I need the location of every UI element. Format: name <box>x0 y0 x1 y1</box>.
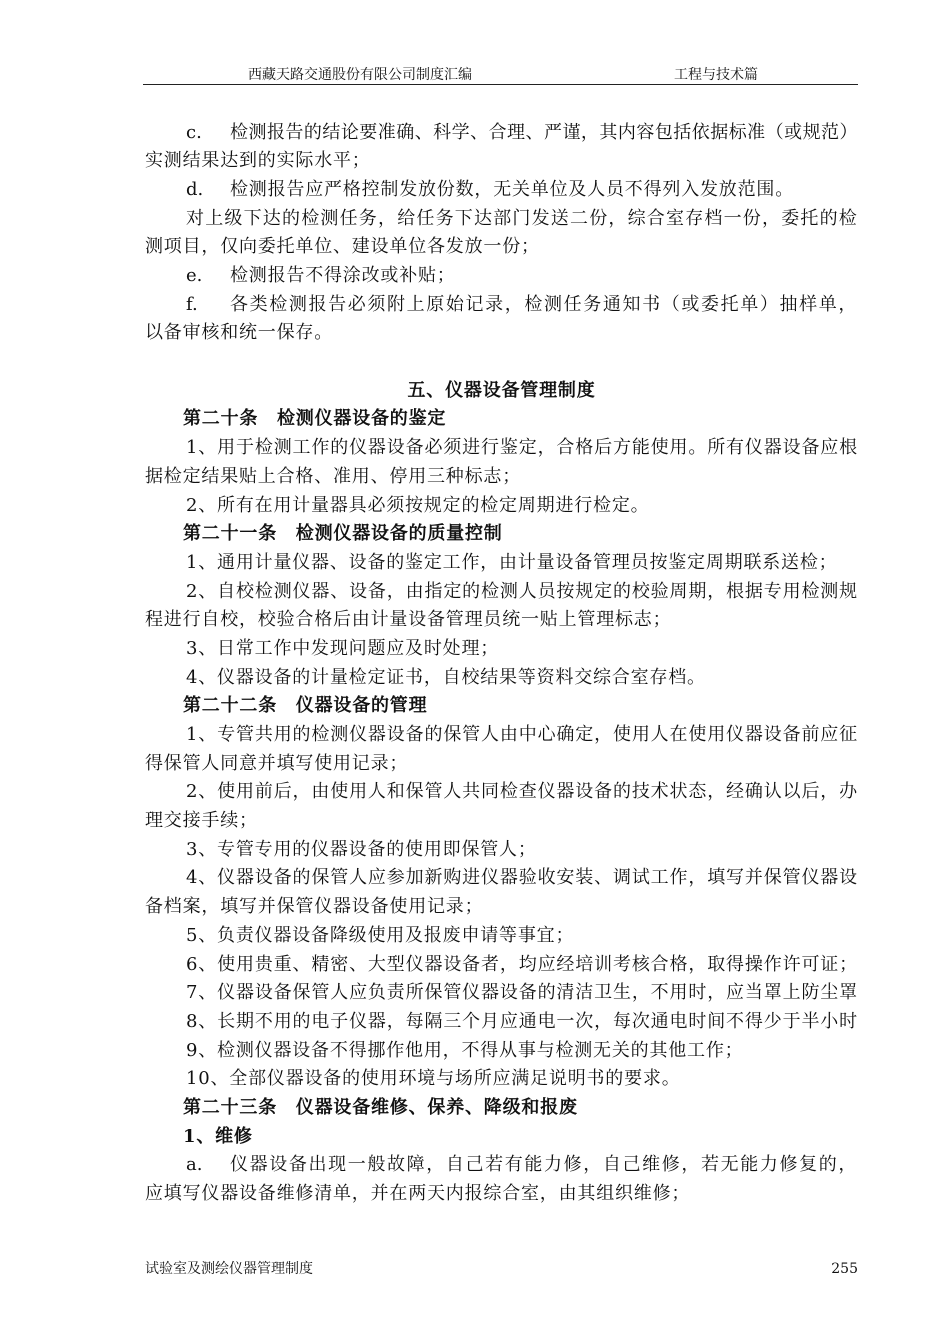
article-item <box>145 836 858 865</box>
intro-paragraph <box>145 205 858 262</box>
footer-document-title: 试验室及测绘仪器管理制度 <box>145 1261 313 1277</box>
line-text: 3、专管专用的仪器设备的使用即保管人； <box>186 838 537 860</box>
text-line <box>145 778 858 807</box>
line-text: 1、专管共用的检测仪器设备的保管人由中心确定，使用人在使用仪器设备前应征 <box>186 724 858 746</box>
article-title <box>145 1094 858 1123</box>
text-line <box>145 205 858 234</box>
line-text: 据检定结果贴上合格、准用、停用三种标志； <box>145 465 521 487</box>
line-text: 仪器设备出现一般故障，自己若有能力修，自己维修，若无能力修复的， <box>230 1154 858 1176</box>
article-item <box>145 721 858 778</box>
text-line <box>145 606 858 635</box>
line-text: 检测报告应严格控制发放份数，无关单位及人员不得列入发放范围。 <box>230 178 794 200</box>
document-body <box>145 119 858 1209</box>
text-line <box>145 233 858 262</box>
article-title <box>145 692 858 721</box>
text-line <box>145 549 858 578</box>
line-text: 2、使用前后，由使用人和保管人共同检查仪器设备的技术状态，经确认以后，办 <box>186 781 858 803</box>
text-line <box>145 147 858 176</box>
article-item <box>145 664 858 693</box>
text-line <box>145 951 858 980</box>
article-item <box>145 578 858 635</box>
text-line <box>145 1180 858 1209</box>
text-line <box>145 807 858 836</box>
text-line <box>145 922 858 951</box>
line-text: 各类检测报告必须附上原始记录，检测任务通知书（或委托单）抽样单， <box>230 293 858 315</box>
text-line <box>145 664 858 693</box>
text-line <box>145 836 858 865</box>
article-item <box>145 1008 858 1037</box>
line-text: 应填写仪器设备维修清单，并在两天内报综合室，由其组织维修； <box>145 1183 691 1205</box>
line-text: 4、仪器设备的保管人应参加新购进仪器验收安装、调试工作，填写并保管仪器设 <box>186 867 858 889</box>
subsection-title <box>145 1123 858 1152</box>
article-item <box>145 492 858 521</box>
article-item <box>145 979 858 1008</box>
text-line <box>145 434 858 463</box>
line-text: 检测报告不得涂改或补贴； <box>230 265 456 287</box>
text-line <box>145 119 858 148</box>
item-marker: e. <box>186 265 203 287</box>
intro-paragraph <box>145 291 858 348</box>
text-line <box>145 291 858 320</box>
page-number: 255 <box>831 1261 858 1277</box>
text-line <box>145 463 858 492</box>
line-text: 10、全部仪器设备的使用环境与场所应满足说明书的要求。 <box>186 1068 681 1090</box>
item-marker: f. <box>186 293 198 315</box>
line-text: 得保管人同意并填写使用记录； <box>145 752 409 774</box>
subsection-item <box>145 1151 858 1208</box>
text-line <box>145 721 858 750</box>
line-text: 2、自校检测仪器、设备，由指定的检测人员按规定的校验周期，根据专用检测规 <box>186 580 858 602</box>
line-text: 5、负责仪器设备降级使用及报废申请等事宜； <box>186 924 575 946</box>
text-line <box>145 176 858 205</box>
intro-paragraph <box>145 176 858 205</box>
line-text: 以备审核和统一保存。 <box>145 322 333 344</box>
blank-line <box>145 348 858 377</box>
line-text: 1、通用计量仪器、设备的鉴定工作，由计量设备管理员按鉴定周期联系送检； <box>186 551 838 573</box>
article-item <box>145 778 858 835</box>
text-line <box>145 979 858 1008</box>
item-marker: c. <box>186 121 202 143</box>
text-line <box>145 864 858 893</box>
text-line <box>145 750 858 779</box>
article-item <box>145 434 858 491</box>
text-line <box>145 492 858 521</box>
item-marker: a. <box>186 1154 203 1176</box>
text-line <box>145 893 858 922</box>
text-line <box>145 262 858 291</box>
article-title-text: 第二十条 检测仪器设备的鉴定 <box>183 408 447 430</box>
line-text: 2、所有在用计量器具必须按规定的检定周期进行检定。 <box>186 494 650 516</box>
header-document-title: 西藏天路交通股份有限公司制度汇编 <box>248 67 472 83</box>
intro-paragraph <box>145 262 858 291</box>
header-rule <box>143 84 858 85</box>
line-text: 8、长期不用的电子仪器，每隔三个月应通电一次，每次通电时间不得少于半小时 <box>186 1010 858 1032</box>
article-title-text: 第二十一条 检测仪器设备的质量控制 <box>183 523 503 545</box>
header-section-name: 工程与技术篇 <box>674 67 758 83</box>
item-marker: d. <box>186 178 204 200</box>
article-item <box>145 549 858 578</box>
line-text: 7、仪器设备保管人应负责所保管仪器设备的清洁卫生，不用时，应当罩上防尘罩 <box>186 982 858 1004</box>
section-title <box>145 377 858 406</box>
article-title <box>145 520 858 549</box>
text-line <box>145 1037 858 1066</box>
text-line <box>145 319 858 348</box>
line-text: 3、日常工作中发现问题应及时处理； <box>186 637 500 659</box>
text-line <box>145 1151 858 1180</box>
article-title <box>145 405 858 434</box>
article-item <box>145 922 858 951</box>
line-text: 实测结果达到的实际水平； <box>145 150 371 172</box>
line-text: 9、检测仪器设备不得挪作他用，不得从事与检测无关的其他工作； <box>186 1039 744 1061</box>
line-text: 6、使用贵重、精密、大型仪器设备者，均应经培训考核合格，取得操作许可证； <box>186 953 858 975</box>
line-text: 理交接手续； <box>145 810 258 832</box>
text-line <box>145 635 858 664</box>
article-item <box>145 635 858 664</box>
text-line <box>145 1065 858 1094</box>
line-text: 检测报告的结论要准确、科学、合理、严谨，其内容包括依据标准（或规范） <box>230 121 858 143</box>
article-item <box>145 1065 858 1094</box>
article-title-text: 第二十三条 仪器设备维修、保养、降级和报废 <box>183 1096 578 1118</box>
article-item <box>145 864 858 921</box>
line-text: 4、仪器设备的计量检定证书，自校结果等资料交综合室存档。 <box>186 666 706 688</box>
article-title-text: 第二十二条 仪器设备的管理 <box>183 695 428 717</box>
article-item <box>145 951 858 980</box>
article-item <box>145 1037 858 1066</box>
section-title-text: 五、仪器设备管理制度 <box>407 379 596 401</box>
line-text: 备档案，填写并保管仪器设备使用记录； <box>145 896 484 918</box>
text-line <box>145 578 858 607</box>
intro-paragraph <box>145 119 858 176</box>
text-line <box>145 1008 858 1037</box>
subsection-title-text: 1、维修 <box>183 1125 253 1147</box>
line-text: 对上级下达的检测任务，给任务下达部门发送二份，综合室存档一份，委托的检 <box>186 207 858 229</box>
line-text: 测项目，仅向委托单位、建设单位各发放一份； <box>145 236 540 258</box>
line-text: 程进行自校，校验合格后由计量设备管理员统一贴上管理标志； <box>145 609 672 631</box>
line-text: 1、用于检测工作的仪器设备必须进行鉴定，合格后方能使用。所有仪器设备应根 <box>186 437 858 459</box>
